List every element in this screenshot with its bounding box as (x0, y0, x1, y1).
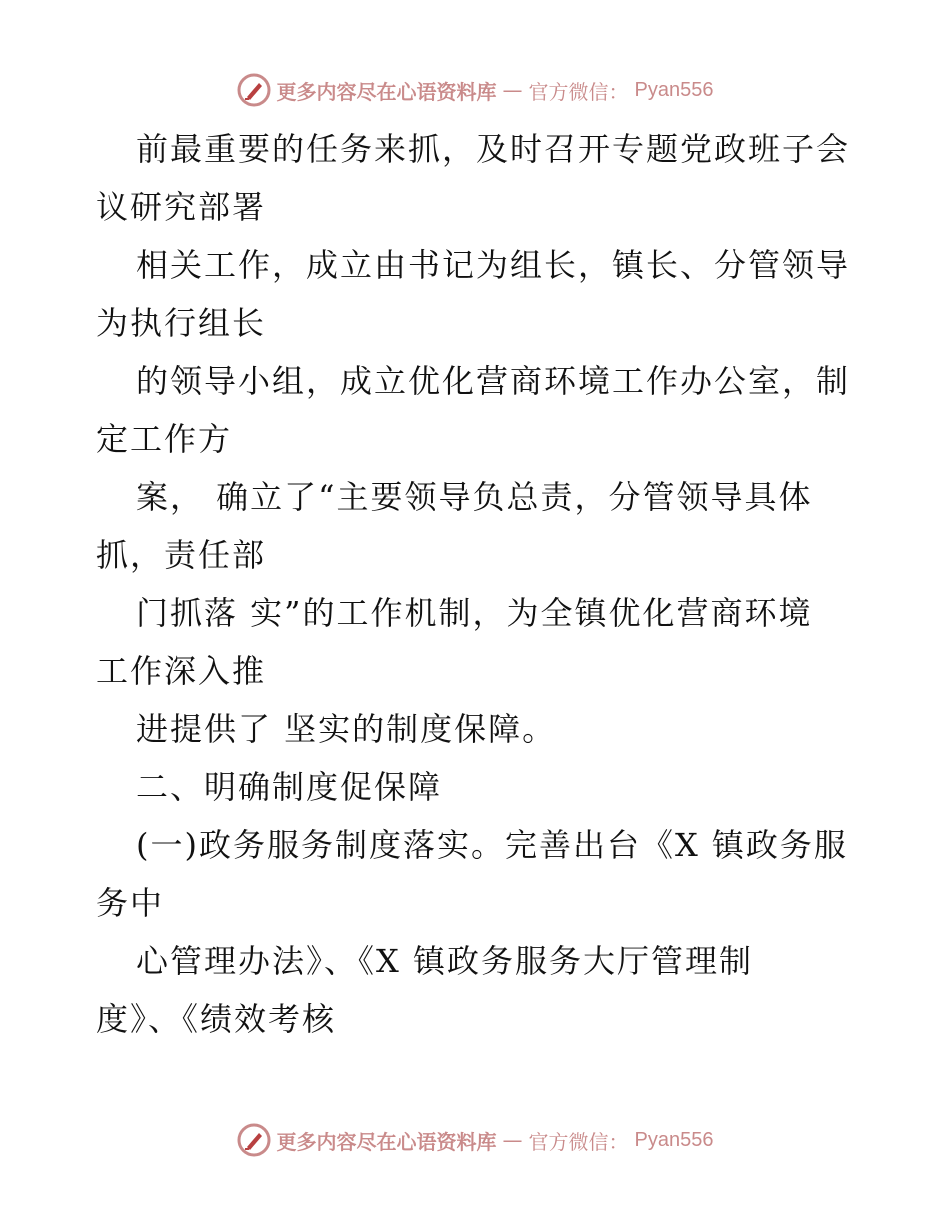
footer-watermark (0, 1120, 950, 1160)
body-line: 相关工作，成立由书记为组长，镇长、分管领导 (136, 246, 851, 284)
header-watermark (0, 70, 950, 110)
section-heading: 二、明确制度促保障 (136, 768, 443, 806)
body-line: 前最重要的任务来抓，及时召开专题党政班子会 (136, 130, 851, 168)
library-logo-icon (237, 73, 271, 107)
body-line: 进提供了 坚实的制度保障。 (136, 710, 557, 748)
body-line: (一)政务服务制度落实。完善出台《X 镇政务服 (136, 826, 848, 864)
body-line: 议研究部署 (96, 188, 267, 226)
document-body (96, 120, 866, 1048)
watermark-account-value: Pyan556 (634, 1128, 714, 1151)
body-line: 的领导小组，成立优化营商环境工作办公室，制 (136, 362, 851, 400)
body-line: 抓，责任部 (96, 536, 267, 574)
body-line: 务中 (96, 884, 165, 922)
watermark-account-value: Pyan556 (634, 78, 714, 101)
watermark-separator: — (502, 78, 523, 102)
body-line: 案， 确立了“主要领导负总责，分管领导具体 (136, 478, 813, 516)
watermark-main-text: 更多内容尽在心语资料库 (276, 1129, 497, 1154)
body-line: 度》、《绩效考核 (96, 1000, 337, 1038)
watermark-main-text: 更多内容尽在心语资料库 (276, 79, 497, 104)
body-line: 工作深入推 (96, 652, 267, 690)
library-logo-icon (237, 1123, 271, 1157)
watermark-separator: — (502, 1128, 523, 1152)
body-line: 门抓落 实”的工作机制，为全镇优化营商环境 (136, 594, 813, 632)
watermark-account-label: 官方微信： (528, 1129, 629, 1154)
watermark-account-label: 官方微信： (528, 79, 629, 104)
body-line: 心管理办法》、《X 镇政务服务大厅管理制 (136, 942, 753, 980)
body-line: 为执行组长 (96, 304, 267, 342)
body-line: 定工作方 (96, 420, 233, 458)
